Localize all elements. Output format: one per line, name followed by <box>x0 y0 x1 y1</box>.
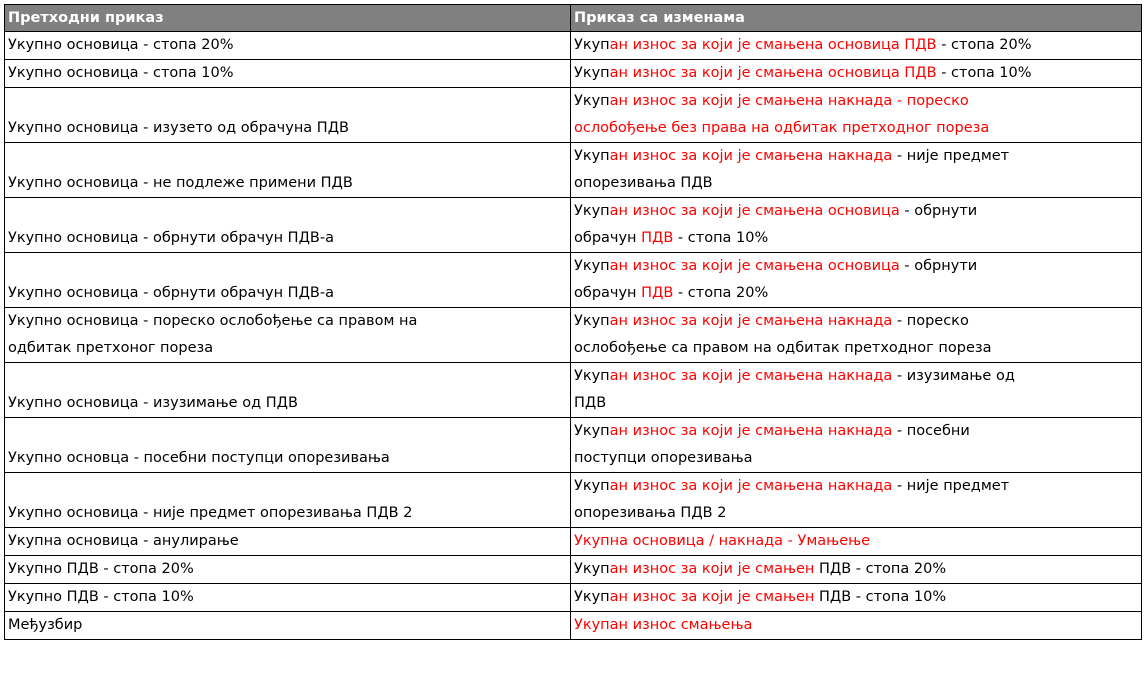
table-row <box>5 198 1142 253</box>
changed-text-highlight: ан износ за који је смањен <box>609 561 815 577</box>
changed-text: ПДВ <box>574 395 607 411</box>
changed-text: Укуп <box>574 368 610 384</box>
changed-text: - посебни <box>892 423 970 439</box>
changed-text-highlight: ан износ за који је смањена основица ПДВ <box>609 65 937 81</box>
table-row <box>5 308 1142 363</box>
table-row <box>5 584 1142 612</box>
header-row <box>5 5 1142 32</box>
table-row <box>5 612 1142 640</box>
changed-cell[interactable] <box>571 473 1142 528</box>
changed-text-highlight: ан износ за који је смањена накнада - пореско <box>609 93 969 109</box>
changed-cell[interactable] <box>571 60 1142 88</box>
previous-text: Укупно основица - стопа 10% <box>8 65 234 81</box>
changed-text-highlight: ан износ за који је смањен <box>609 589 815 605</box>
previous-cell[interactable] <box>5 528 571 556</box>
changed-text: обрачун <box>574 285 642 301</box>
changed-text: - обрнути <box>899 258 978 274</box>
changed-text: Укуп <box>574 93 610 109</box>
changed-text: опорезивања ПДВ <box>574 175 713 191</box>
previous-cell[interactable] <box>5 473 571 528</box>
previous-text: Укупна основица - анулирање <box>8 533 239 549</box>
changed-text-highlight: Укупна основица / накнада - Умањење <box>574 533 871 549</box>
changed-text: - није предмет <box>892 478 1010 494</box>
table-body <box>5 32 1142 640</box>
previous-cell[interactable] <box>5 308 571 363</box>
changed-cell[interactable] <box>571 418 1142 473</box>
changed-text: Укуп <box>574 37 610 53</box>
changed-text-highlight: ослобођење без права на одбитак претходног пореза <box>574 120 990 136</box>
changed-text: Укуп <box>574 561 610 577</box>
changed-cell[interactable] <box>571 528 1142 556</box>
changed-text: Укуп <box>574 478 610 494</box>
changed-text: Укуп <box>574 258 610 274</box>
changed-text: ПДВ - стопа 10% <box>814 589 947 605</box>
previous-cell[interactable] <box>5 32 571 60</box>
previous-cell[interactable] <box>5 612 571 640</box>
previous-cell[interactable] <box>5 198 571 253</box>
previous-text: Укупно ПДВ - стопа 10% <box>8 589 194 605</box>
changed-text: Укуп <box>574 65 610 81</box>
comparison-table <box>4 4 1142 640</box>
changed-cell[interactable] <box>571 143 1142 198</box>
changed-text-highlight: ан износ за који је смањена накнада <box>609 423 893 439</box>
table-row <box>5 556 1142 584</box>
changed-text: поступци опорезивања <box>574 450 753 466</box>
previous-text: Укупно основица - обрнути обрачун ПДВ-а <box>8 285 334 301</box>
changed-text: ослобођење са правом на одбитак претходног пореза <box>574 340 992 356</box>
changed-text: - пореско <box>892 313 969 329</box>
previous-cell[interactable] <box>5 253 571 308</box>
table-row <box>5 143 1142 198</box>
changed-cell[interactable] <box>571 253 1142 308</box>
changed-text: опорезивања ПДВ 2 <box>574 505 727 521</box>
previous-text: Укупно основца - посебни поступци опорезивања <box>8 450 390 466</box>
changed-text: - стопа 10% <box>673 230 769 246</box>
changed-text: Укуп <box>574 589 610 605</box>
changed-text: ПДВ - стопа 20% <box>814 561 947 577</box>
changed-text: - обрнути <box>899 203 978 219</box>
table-row <box>5 60 1142 88</box>
changed-text-highlight: ан износ за који је смањена накнада <box>609 148 893 164</box>
table-row <box>5 418 1142 473</box>
previous-text: Укупно ПДВ - стопа 20% <box>8 561 194 577</box>
table-row <box>5 528 1142 556</box>
changed-text: - стопа 20% <box>673 285 769 301</box>
changed-text: - изузимање од <box>892 368 1015 384</box>
changed-text-highlight: ан износ за који је смањена основица ПДВ <box>609 37 937 53</box>
changed-text-highlight: ан износ за који је смањена накнада <box>609 478 893 494</box>
table-row <box>5 253 1142 308</box>
changed-text: обрачун <box>574 230 642 246</box>
changed-cell[interactable] <box>571 612 1142 640</box>
changed-cell[interactable] <box>571 198 1142 253</box>
comparison-sheet <box>4 4 1142 640</box>
changed-text-highlight: ан износ за који је смањена накнада <box>609 368 893 384</box>
changed-cell[interactable] <box>571 32 1142 60</box>
previous-cell[interactable] <box>5 60 571 88</box>
changed-text: Укуп <box>574 423 610 439</box>
table-row <box>5 473 1142 528</box>
previous-cell[interactable] <box>5 143 571 198</box>
changed-cell[interactable] <box>571 584 1142 612</box>
previous-cell[interactable] <box>5 556 571 584</box>
previous-cell[interactable] <box>5 584 571 612</box>
changed-text: - стопа 20% <box>936 37 1032 53</box>
changed-text: Укуп <box>574 148 610 164</box>
previous-cell[interactable] <box>5 88 571 143</box>
changed-text: Укуп <box>574 313 610 329</box>
table-row <box>5 88 1142 143</box>
previous-text: Укупно основица - изузето од обрачуна ПДВ <box>8 120 349 136</box>
previous-text: Укупно основица - изузимање од ПДВ <box>8 395 298 411</box>
table-row <box>5 32 1142 60</box>
changed-text-highlight: ПДВ <box>641 285 674 301</box>
changed-text: - стопа 10% <box>936 65 1032 81</box>
changed-cell[interactable] <box>571 363 1142 418</box>
previous-text-line2: одбитак претхоног пореза <box>8 340 214 356</box>
changed-text: Укуп <box>574 203 610 219</box>
changed-text-highlight: ан износ за који је смањена накнада <box>609 313 893 329</box>
header-changed[interactable]: Приказ са изменама <box>571 5 1142 32</box>
changed-cell[interactable] <box>571 88 1142 143</box>
header-previous[interactable]: Претходни приказ <box>5 5 571 32</box>
previous-text: Укупно основица - пореско ослобођење са правом на <box>8 313 418 329</box>
previous-text: Укупно основица - обрнути обрачун ПДВ-а <box>8 230 334 246</box>
table-row <box>5 363 1142 418</box>
previous-text: Укупно основица - стопа 20% <box>8 37 234 53</box>
changed-text-highlight: ан износ за који је смањена основица <box>609 203 900 219</box>
changed-cell[interactable] <box>571 556 1142 584</box>
previous-cell[interactable] <box>5 363 571 418</box>
changed-cell[interactable] <box>571 308 1142 363</box>
previous-text: Укупно основица - не подлеже примени ПДВ <box>8 175 353 191</box>
previous-text: Укупно основица - није предмет опорезивања ПДВ 2 <box>8 505 413 521</box>
changed-text: - није предмет <box>892 148 1010 164</box>
changed-text-highlight: ан износ за који је смањена основица <box>609 258 900 274</box>
previous-text: Међузбир <box>8 617 83 633</box>
changed-text-highlight: Укупан износ смањења <box>574 617 753 633</box>
previous-cell[interactable] <box>5 418 571 473</box>
changed-text-highlight: ПДВ <box>641 230 674 246</box>
